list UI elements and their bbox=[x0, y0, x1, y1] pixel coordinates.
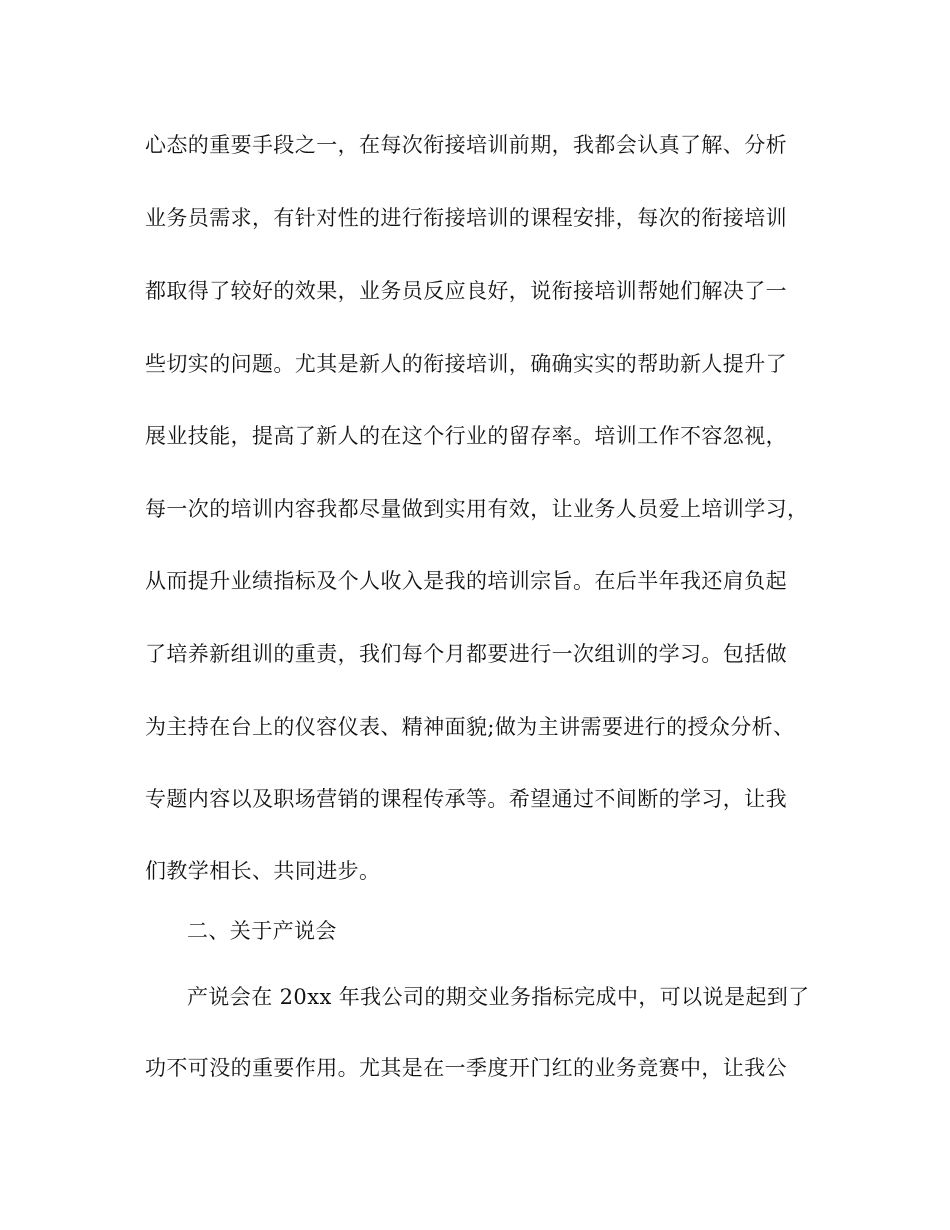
paragraph-line: 都取得了较好的效果，业务员反应良好，说衔接培训帮她们解决了一 bbox=[145, 279, 787, 303]
paragraph-line: 每一次的培训内容我都尽量做到实用有效，让业务人员爱上培训学习， bbox=[145, 497, 809, 521]
section-heading: 二、关于产说会 bbox=[187, 919, 337, 943]
paragraph-line: 业务员需求，有针对性的进行衔接培训的课程安排，每次的衔接培训 bbox=[145, 206, 787, 230]
paragraph-line: 了培养新组训的重责，我们每个月都要进行一次组训的学习。包括做 bbox=[145, 642, 787, 666]
paragraph-line: 从而提升业绩指标及个人收入是我的培训宗旨。在后半年我还肩负起 bbox=[145, 569, 787, 593]
paragraph-line: 功不可没的重要作用。尤其是在一季度开门红的业务竞赛中，让我公 bbox=[145, 1056, 787, 1080]
paragraph-line: 为主持在台上的仪容仪表、精神面貌;做为主讲需要进行的授众分析、 bbox=[145, 715, 795, 739]
paragraph-line: 专题内容以及职场营销的课程传承等。希望通过不间断的学习，让我 bbox=[145, 787, 787, 811]
paragraph-line: 展业技能，提高了新人的在这个行业的留存率。培训工作不容忽视， bbox=[145, 424, 787, 448]
paragraph-line: 们教学相长、共同进步。 bbox=[145, 859, 381, 883]
paragraph-line: 些切实的问题。尤其是新人的衔接培训，确确实实的帮助新人提升了 bbox=[145, 352, 787, 376]
paragraph-line: 产说会在 20xx 年我公司的期交业务指标完成中，可以说是起到了 bbox=[187, 985, 810, 1009]
paragraph-line: 心态的重要手段之一，在每次衔接培训前期，我都会认真了解、分析 bbox=[145, 133, 787, 157]
